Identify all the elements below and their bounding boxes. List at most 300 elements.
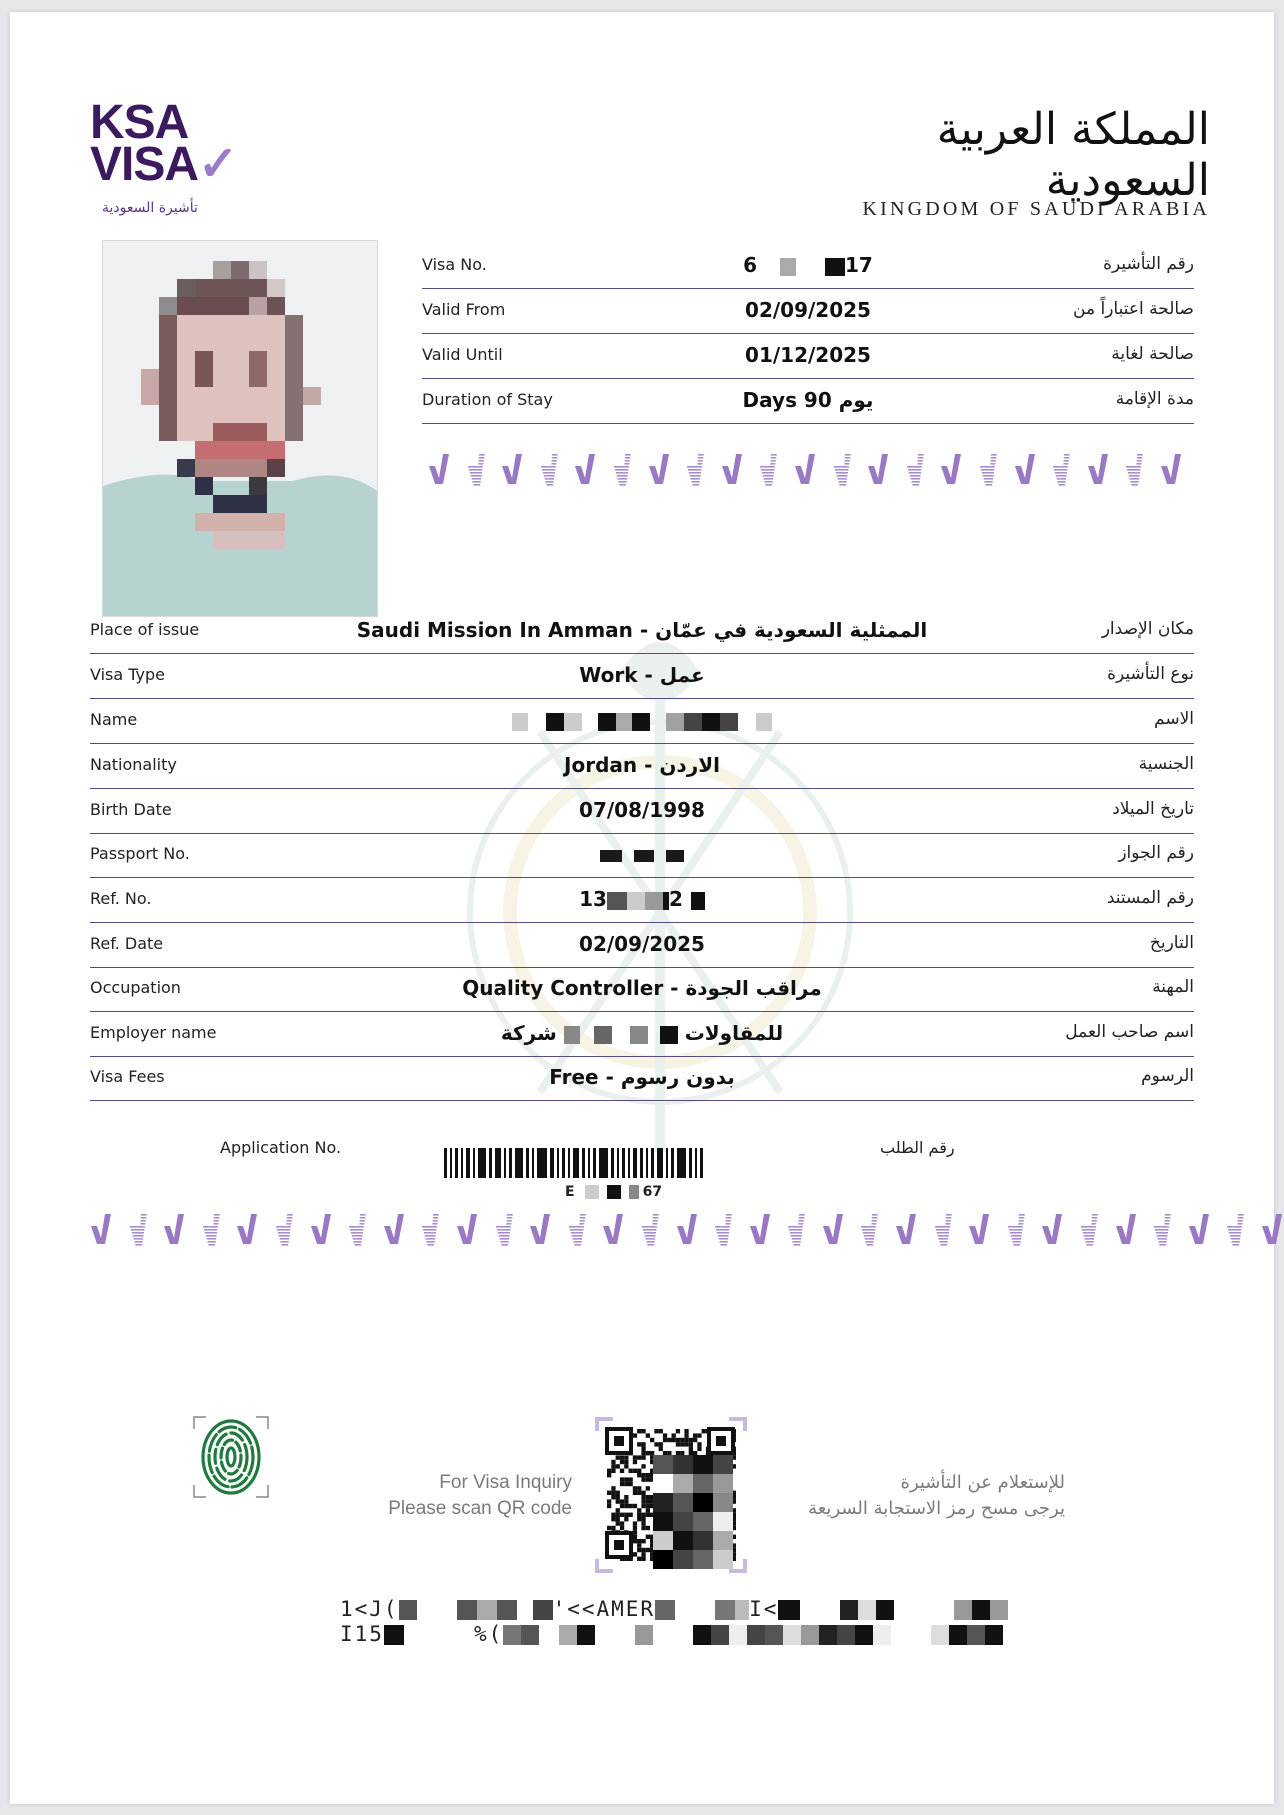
field-label-arabic: الرسوم	[1141, 1066, 1194, 1086]
qr-module	[689, 1447, 693, 1451]
redaction-block	[684, 713, 702, 731]
redaction-block	[616, 713, 632, 731]
qr-redaction-block	[693, 1455, 713, 1474]
redaction-block	[949, 1625, 967, 1645]
application-no-label-arabic: رقم الطلب	[880, 1138, 955, 1157]
striped-check-icon	[977, 452, 999, 486]
qr-finder-center	[614, 1436, 624, 1446]
qr-module	[641, 1499, 645, 1503]
inquiry-ar-line2: يرجى مسح رمز الاستجابة السريعة	[808, 1498, 1065, 1519]
barcode-bar	[573, 1148, 579, 1178]
qr-redaction-block	[673, 1493, 693, 1512]
qr-module	[616, 1499, 620, 1503]
redaction-block	[756, 713, 772, 731]
striped-check-icon	[538, 452, 560, 486]
qr-module	[620, 1526, 624, 1530]
qr-module	[693, 1451, 697, 1455]
barcode-bar	[700, 1148, 703, 1178]
qr-module	[641, 1477, 645, 1481]
check-icon	[648, 452, 670, 486]
field-label: Visa No.	[422, 255, 487, 274]
barcode-bar	[640, 1148, 643, 1178]
field-occupation	[90, 967, 1194, 1012]
qr-module	[633, 1455, 637, 1459]
qr-module	[646, 1513, 650, 1517]
qr-module	[633, 1469, 637, 1473]
qr-module	[633, 1486, 637, 1490]
check-icon	[428, 452, 450, 486]
qr-module	[620, 1469, 624, 1473]
qr-module	[633, 1504, 637, 1508]
redaction-block	[607, 892, 627, 910]
qr-module	[633, 1526, 637, 1530]
inquiry-en-line2: Please scan QR code	[388, 1498, 572, 1519]
qr-module	[620, 1482, 624, 1486]
qr-module	[663, 1451, 667, 1455]
qr-module	[633, 1530, 637, 1534]
qr-module	[650, 1438, 654, 1442]
check-icon	[1087, 452, 1109, 486]
striped-check-icon	[566, 1212, 588, 1246]
barcode-bar	[550, 1148, 554, 1178]
redaction-block	[801, 1625, 819, 1645]
qr-module	[607, 1491, 611, 1495]
redaction-block	[517, 1600, 533, 1620]
redaction-block	[666, 850, 684, 862]
barcode-bar	[489, 1148, 492, 1178]
qr-module	[641, 1526, 645, 1530]
striped-check-icon	[858, 1212, 880, 1246]
logo-arabic-text: تأشيرة السعودية	[102, 200, 198, 216]
mrz-line2-part: I15	[340, 1622, 384, 1646]
barcode-bar	[689, 1148, 692, 1178]
qr-module	[637, 1473, 641, 1477]
striped-check-icon	[1151, 1212, 1173, 1246]
field-label: Name	[90, 710, 138, 729]
qr-module	[637, 1557, 641, 1561]
redaction-block	[783, 1625, 801, 1645]
field-label-arabic: تاريخ الميلاد	[1112, 799, 1194, 819]
qr-module	[641, 1451, 645, 1455]
qr-module	[624, 1455, 628, 1459]
barcode-bar	[617, 1148, 619, 1178]
check-icon	[236, 1212, 258, 1246]
qr-module	[680, 1438, 684, 1442]
field-label-arabic: رقم الجواز	[1118, 843, 1194, 863]
striped-check-icon	[127, 1212, 149, 1246]
qr-module	[646, 1477, 650, 1481]
qr-redaction-block	[653, 1474, 673, 1493]
qr-module	[646, 1473, 650, 1477]
visa-document	[10, 12, 1274, 1804]
qr-module	[607, 1526, 611, 1530]
barcode-bar	[444, 1148, 447, 1178]
qr-redaction-block	[653, 1493, 673, 1512]
redaction-block	[595, 1625, 635, 1645]
field-valid-from	[422, 289, 1194, 334]
ksa-visa-logo	[90, 96, 238, 191]
check-icon	[1041, 1212, 1063, 1246]
redaction-block	[503, 1625, 521, 1645]
redaction-block	[735, 1600, 749, 1620]
check-icon	[163, 1212, 185, 1246]
check-icon	[721, 452, 743, 486]
qr-module	[624, 1513, 628, 1517]
redaction-block	[666, 713, 684, 731]
qr-module	[637, 1491, 641, 1495]
qr-module	[637, 1513, 641, 1517]
application-no-suffix: 67	[642, 1184, 663, 1200]
qr-module	[689, 1442, 693, 1446]
qr-module	[637, 1508, 641, 1512]
field-label: Passport No.	[90, 844, 190, 863]
field-label: Visa Fees	[90, 1067, 165, 1086]
qr-module	[667, 1438, 671, 1442]
redaction-block	[559, 1625, 577, 1645]
redaction-block	[954, 1600, 972, 1620]
qr-module	[629, 1469, 633, 1473]
mrz-line1-part: I<	[749, 1597, 779, 1621]
visa-no-suffix: 17	[845, 253, 873, 277]
field-label: Valid From	[422, 300, 506, 319]
qr-module	[629, 1477, 633, 1481]
barcode-bar	[622, 1148, 625, 1178]
redaction-block	[533, 1600, 553, 1620]
redaction-block	[630, 1026, 648, 1044]
qr-module	[616, 1464, 620, 1468]
qr-module	[646, 1548, 650, 1552]
qr-module	[676, 1429, 680, 1433]
qr-module	[646, 1486, 650, 1490]
fingerprint-icon	[192, 1415, 270, 1499]
redaction-block	[876, 1600, 894, 1620]
barcode-bar	[562, 1148, 565, 1178]
qr-module	[654, 1429, 658, 1433]
field-value: Quality Controller - مراقب الجودة	[462, 976, 822, 1000]
application-no-prefix: E	[565, 1184, 575, 1200]
striped-check-icon	[273, 1212, 295, 1246]
qr-module	[616, 1491, 620, 1495]
field-label: Place of issue	[90, 620, 200, 639]
qr-module	[633, 1460, 637, 1464]
qr-redaction-block	[713, 1512, 733, 1531]
qr-module	[641, 1455, 645, 1459]
qr-module	[633, 1491, 637, 1495]
redaction-block	[512, 713, 528, 731]
holder-photo	[102, 240, 378, 617]
qr-module	[646, 1433, 650, 1437]
redaction-block	[653, 1625, 693, 1645]
striped-check-icon	[346, 1212, 368, 1246]
application-no-value	[565, 1184, 662, 1200]
redaction-block	[660, 1026, 678, 1044]
qr-module	[624, 1499, 628, 1503]
qr-redaction-block	[713, 1493, 733, 1512]
check-icon	[867, 452, 889, 486]
inquiry-text-arabic	[765, 1470, 1065, 1522]
qr-redaction-block	[653, 1455, 673, 1474]
qr-module	[637, 1442, 641, 1446]
barcode-bar	[526, 1148, 529, 1178]
qr-module	[672, 1438, 676, 1442]
qr-module	[676, 1451, 680, 1455]
qr-module	[646, 1495, 650, 1499]
redaction-block	[747, 1625, 765, 1645]
qr-module	[641, 1539, 645, 1543]
qr-module	[646, 1451, 650, 1455]
redaction-block	[691, 892, 705, 910]
qr-module	[659, 1447, 663, 1451]
qr-module	[637, 1455, 641, 1459]
qr-module	[646, 1504, 650, 1508]
qr-module	[663, 1438, 667, 1442]
qr-module	[620, 1477, 624, 1481]
redaction-block	[384, 1625, 404, 1645]
check-pattern-row	[90, 1212, 1284, 1246]
field-label: Employer name	[90, 1023, 217, 1042]
qr-module	[633, 1539, 637, 1543]
qr-module	[637, 1429, 641, 1433]
qr-module	[637, 1517, 641, 1521]
qr-module	[611, 1517, 615, 1521]
field-passport-no	[90, 833, 1194, 878]
qr-module	[637, 1539, 641, 1543]
mrz-line1-part: 1<J(	[340, 1597, 399, 1621]
barcode-bar	[568, 1148, 570, 1178]
qr-module	[620, 1460, 624, 1464]
logo-line-ksa: KSA	[90, 96, 189, 149]
qr-redaction-block	[693, 1531, 713, 1550]
ref-no-prefix: 13	[579, 887, 607, 911]
field-label-arabic: المهنة	[1152, 977, 1194, 997]
striped-check-icon	[684, 452, 706, 486]
mrz-line-1	[340, 1597, 1040, 1621]
check-icon	[968, 1212, 990, 1246]
qr-module	[624, 1504, 628, 1508]
barcode-bar	[504, 1148, 506, 1178]
field-label-arabic: رقم التأشيرة	[1103, 254, 1194, 274]
qr-module	[616, 1513, 620, 1517]
field-label: Visa Type	[90, 665, 166, 684]
field-value: Jordan - الاردن	[564, 753, 720, 777]
qr-module	[641, 1557, 645, 1561]
qr-module	[641, 1473, 645, 1477]
field-visa-no	[422, 244, 1194, 289]
qr-module	[659, 1429, 663, 1433]
qr-module	[646, 1535, 650, 1539]
field-label: Duration of Stay	[422, 390, 553, 409]
check-icon	[749, 1212, 771, 1246]
qr-module	[654, 1442, 658, 1446]
qr-module	[624, 1464, 628, 1468]
striped-check-icon	[831, 452, 853, 486]
barcode-bar	[509, 1148, 512, 1178]
redaction-block	[800, 1600, 840, 1620]
qr-redaction-block	[713, 1550, 733, 1569]
redaction-block	[729, 1625, 747, 1645]
qr-module	[641, 1464, 645, 1468]
qr-module	[629, 1482, 633, 1486]
barcode-bar	[532, 1148, 534, 1178]
striped-check-icon	[757, 452, 779, 486]
field-label-arabic: نوع التأشيرة	[1107, 664, 1194, 684]
qr-module	[624, 1477, 628, 1481]
striped-check-icon	[493, 1212, 515, 1246]
redaction-block	[715, 1600, 735, 1620]
field-label: Birth Date	[90, 800, 172, 819]
barcode-bar	[582, 1148, 585, 1178]
redaction-block	[855, 1625, 873, 1645]
qr-finder-center	[716, 1436, 726, 1446]
qr-module	[641, 1447, 645, 1451]
field-nationality	[90, 744, 1194, 789]
field-label: Occupation	[90, 978, 181, 997]
qr-redaction-block	[693, 1493, 713, 1512]
qr-module	[620, 1513, 624, 1517]
check-icon	[1188, 1212, 1210, 1246]
qr-code-icon	[595, 1417, 747, 1573]
barcode-bar	[593, 1148, 596, 1178]
field-duration-of-stay	[422, 379, 1194, 424]
qr-module	[637, 1548, 641, 1552]
redaction-block	[894, 1600, 954, 1620]
field-label-arabic: رقم المستند	[1106, 888, 1194, 908]
check-icon	[822, 1212, 844, 1246]
qr-code[interactable]	[595, 1417, 747, 1573]
barcode-bar	[657, 1148, 663, 1178]
qr-redaction-block	[673, 1531, 693, 1550]
qr-module	[616, 1517, 620, 1521]
striped-check-icon	[785, 1212, 807, 1246]
qr-redaction-block	[653, 1512, 673, 1531]
qr-module	[641, 1442, 645, 1446]
barcode-bar	[611, 1148, 614, 1178]
logo-check-icon: ✓	[198, 138, 238, 191]
check-icon	[1160, 452, 1182, 486]
qr-module	[616, 1455, 620, 1459]
qr-module	[684, 1442, 688, 1446]
qr-module	[641, 1521, 645, 1525]
field-employer-name	[90, 1012, 1194, 1057]
field-label: Ref. Date	[90, 934, 164, 953]
qr-module	[611, 1526, 615, 1530]
application-barcode	[444, 1148, 808, 1178]
check-icon	[1014, 452, 1036, 486]
redaction-block	[819, 1625, 837, 1645]
redaction-block	[417, 1600, 457, 1620]
striped-check-icon	[639, 1212, 661, 1246]
striped-check-icon	[465, 452, 487, 486]
redaction-block	[780, 258, 796, 276]
field-value: Free - بدون رسوم	[549, 1065, 735, 1089]
check-pattern-row	[428, 452, 1196, 486]
qr-redaction-block	[693, 1512, 713, 1531]
qr-module	[663, 1433, 667, 1437]
striped-check-icon	[1224, 1212, 1246, 1246]
field-label-arabic: مدة الإقامة	[1115, 389, 1194, 409]
redaction-block	[972, 1600, 990, 1620]
qr-module	[641, 1513, 645, 1517]
barcode-bar	[478, 1148, 486, 1178]
qr-module	[637, 1469, 641, 1473]
striped-check-icon	[904, 452, 926, 486]
qr-module	[620, 1504, 624, 1508]
field-value: Saudi Mission In Amman - الممثلية السعودية في عمّان	[356, 618, 928, 642]
qr-module	[680, 1451, 684, 1455]
field-birth-date	[90, 789, 1194, 834]
check-icon	[1261, 1212, 1283, 1246]
field-value: 07/08/1998	[579, 798, 705, 822]
redaction-block	[985, 1625, 1003, 1645]
qr-module	[689, 1438, 693, 1442]
field-label: Ref. No.	[90, 889, 152, 908]
qr-module	[659, 1442, 663, 1446]
redaction-block	[825, 258, 845, 276]
barcode-bar	[651, 1148, 654, 1178]
qr-module	[641, 1429, 645, 1433]
barcode-bar	[646, 1148, 648, 1178]
redaction-block	[635, 1625, 653, 1645]
redaction-block	[607, 1185, 621, 1199]
field-visa-fees	[90, 1056, 1194, 1101]
qr-module	[611, 1513, 615, 1517]
redaction-block	[404, 1625, 474, 1645]
barcode-bar	[628, 1148, 630, 1178]
redaction-block	[634, 850, 654, 862]
inquiry-text-english	[340, 1470, 572, 1522]
inquiry-ar-line1: للإستعلام عن التأشيرة	[900, 1472, 1065, 1493]
mrz-line1-part: '<<AMER	[552, 1597, 656, 1621]
redaction-block	[564, 1026, 580, 1044]
qr-module	[633, 1535, 637, 1539]
field-ref-date	[90, 923, 1194, 968]
field-label-arabic: اسم صاحب العمل	[1065, 1022, 1194, 1042]
qr-module	[667, 1451, 671, 1455]
redaction-block	[873, 1625, 891, 1645]
qr-module	[693, 1433, 697, 1437]
qr-module	[641, 1504, 645, 1508]
qr-module	[607, 1504, 611, 1508]
redaction-block	[577, 1625, 595, 1645]
mrz-line2-part: %(	[473, 1622, 504, 1646]
qr-redaction-block	[653, 1531, 673, 1550]
redaction-block	[598, 713, 616, 731]
redaction-block	[399, 1600, 417, 1620]
check-icon	[383, 1212, 405, 1246]
barcode-bar	[599, 1148, 608, 1178]
check-icon	[794, 452, 816, 486]
qr-module	[624, 1495, 628, 1499]
check-icon	[940, 452, 962, 486]
qr-redaction-block	[653, 1550, 673, 1569]
field-value: 02/09/2025	[579, 932, 705, 956]
qr-module	[624, 1482, 628, 1486]
redaction-block	[702, 713, 720, 731]
qr-redaction-block	[673, 1474, 693, 1493]
qr-module	[641, 1491, 645, 1495]
qr-module	[633, 1433, 637, 1437]
qr-module	[629, 1513, 633, 1517]
check-icon	[529, 1212, 551, 1246]
qr-module	[702, 1429, 706, 1433]
pixelated-face-icon	[103, 241, 377, 616]
qr-module	[646, 1526, 650, 1530]
field-value-redacted	[90, 708, 1194, 732]
qr-module	[611, 1491, 615, 1495]
field-ref-no	[90, 878, 1194, 923]
striped-check-icon	[419, 1212, 441, 1246]
qr-module	[646, 1508, 650, 1512]
